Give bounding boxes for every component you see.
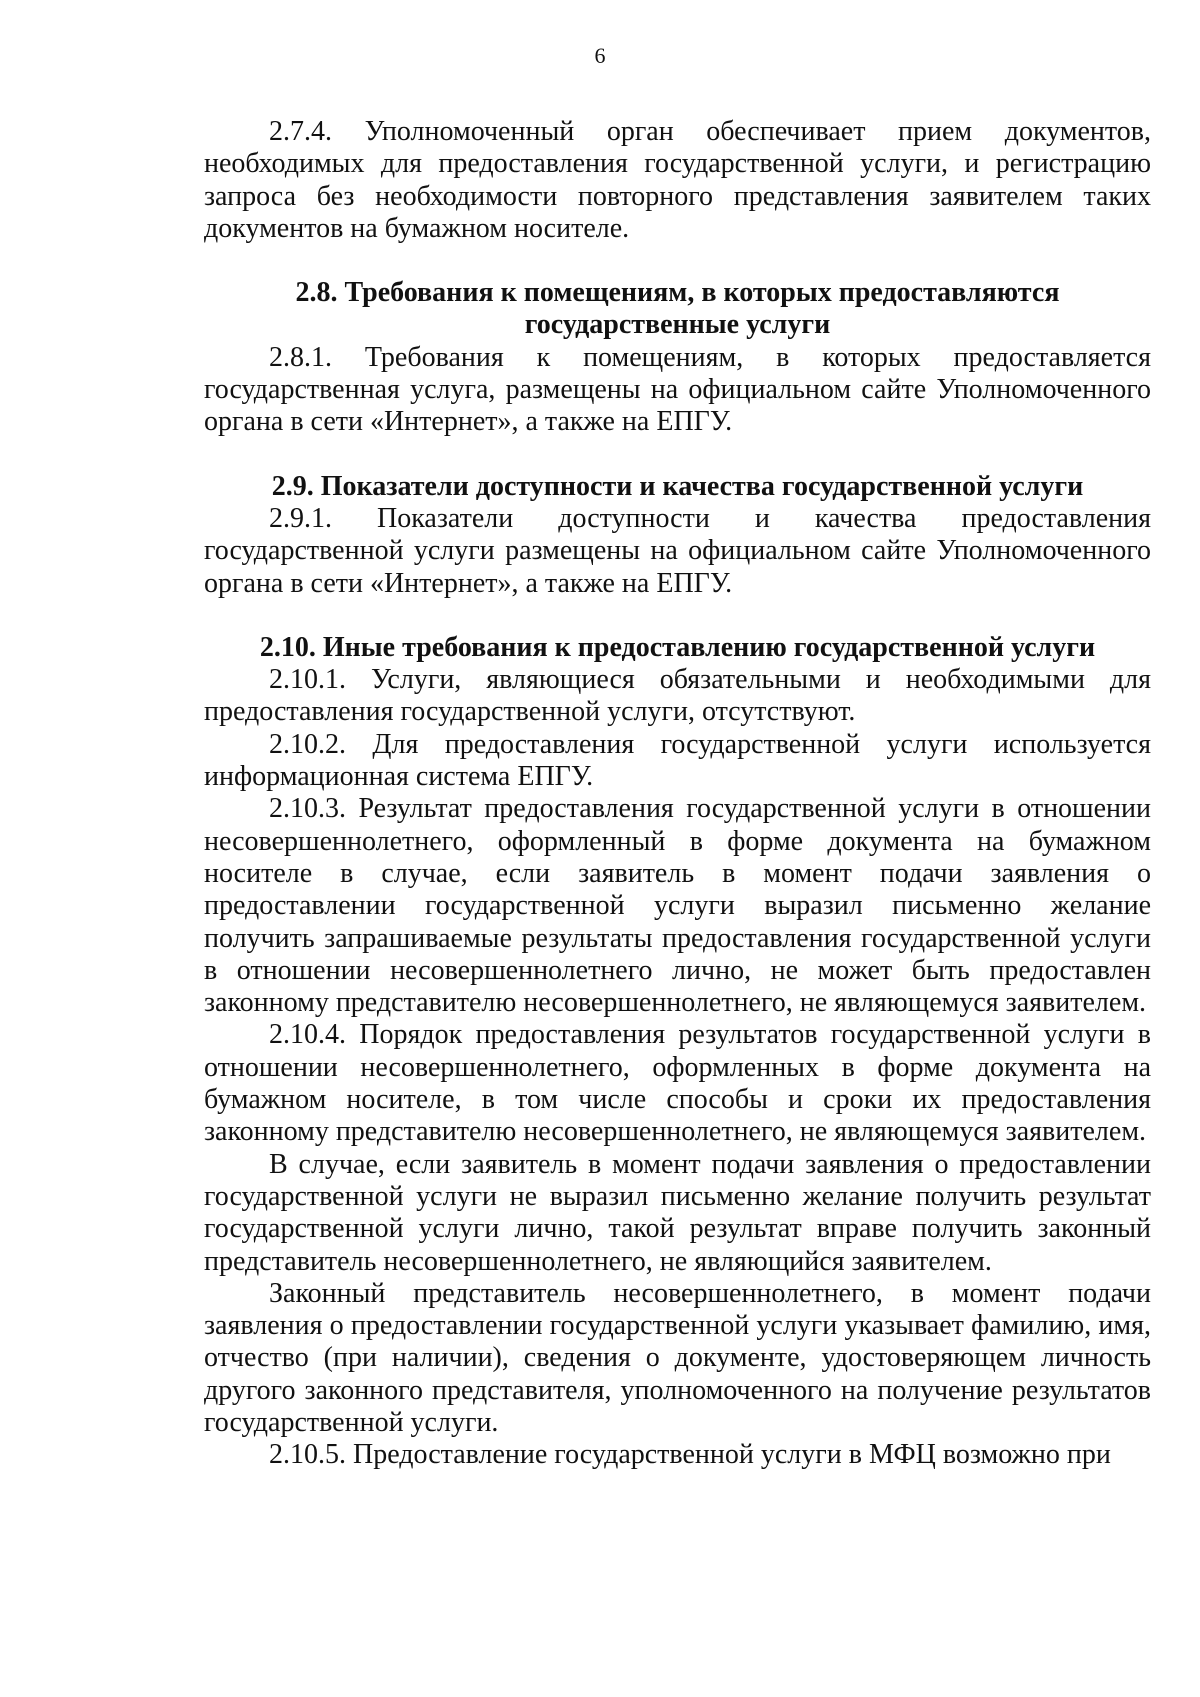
section-gap — [204, 439, 1151, 471]
heading-2-10: 2.10. Иные требования к предоставлению государственной услуги — [259, 631, 1096, 663]
paragraph-2-10-1: 2.10.1. Услуги, являющиеся обязательными и необходимыми для предоставления государственной услуги, отсутствуют. — [204, 664, 1151, 728]
heading-2-8: 2.8. Требования к помещениям, в которых предоставляются государственные услуги — [295, 277, 1060, 341]
paragraph-2-10-4: 2.10.4. Порядок предоставления результатов государственной услуги в отношении несовершеннолетнего, оформленных в форме документа на бумажном носителе, в том числе способы и сроки их предоставления законному представителю несовершеннолетнего, не являющемуся заявителем. — [204, 1019, 1151, 1148]
paragraph-2-10-5: 2.10.5. Предоставление государственной услуги в МФЦ возможно при — [269, 1439, 1111, 1471]
paragraph-2-10-4-case: В случае, если заявитель в момент подачи заявления о предоставлении государственной услуги не выразил письменно желание получить результат государственной услуги лично, такой результат вправе получить законный представитель несовершеннолетнего, не являющийся заявителем. — [204, 1148, 1151, 1277]
paragraph-2-8-1: 2.8.1. Требования к помещениям, в которых предоставляется государственная услуга, размещены на официальном сайте Уполномоченного органа в сети «Интернет», а также на ЕПГУ. — [204, 341, 1151, 438]
paragraph-2-7-4: 2.7.4. Уполномоченный орган обеспечивает прием документов, необходимых для предоставления государственной услуги, и регистрацию запроса без необходимости повторного представления заявителем таких документов на бумажном носителе. — [204, 116, 1151, 244]
section-gap — [204, 245, 1151, 277]
paragraph-2-9-1: 2.9.1. Показатели доступности и качества предоставления государственной услуги размещены на официальном сайте Уполномоченного органа в сети «Интернет», а также на ЕПГУ. — [204, 502, 1151, 599]
paragraph-2-10-4-representative: Законный представитель несовершеннолетнего, в момент подачи заявления о предоставлении государственной услуги указывает фамилию, имя, отчество (при наличии), сведения о документе, удостоверяющем личность другого законного представителя, уполномоченного на получение результатов государственной услуги. — [204, 1277, 1151, 1438]
paragraph-2-10-3: 2.10.3. Результат предоставления государственной услуги в отношении несовершеннолетнего, оформленный в форме документа на бумажном носителе в случае, если заявитель в момент подачи заявления о предоставлении государственной услуги выразил письменно желание получить запрашиваемые результаты предоставления государственной услуги в отношении несовершеннолетнего лично, не может быть предоставлен законному представителю несовершеннолетнего, не являющемуся заявителем. — [204, 793, 1151, 1019]
paragraph-2-10-2: 2.10.2. Для предоставления государственной услуги используется информационная система ЕПГУ. — [204, 728, 1151, 793]
heading-2-9: 2.9. Показатели доступности и качества государственной услуги — [271, 470, 1084, 502]
page-number: 6 — [594, 43, 606, 68]
document-body — [204, 116, 1151, 1472]
section-gap — [204, 600, 1151, 632]
